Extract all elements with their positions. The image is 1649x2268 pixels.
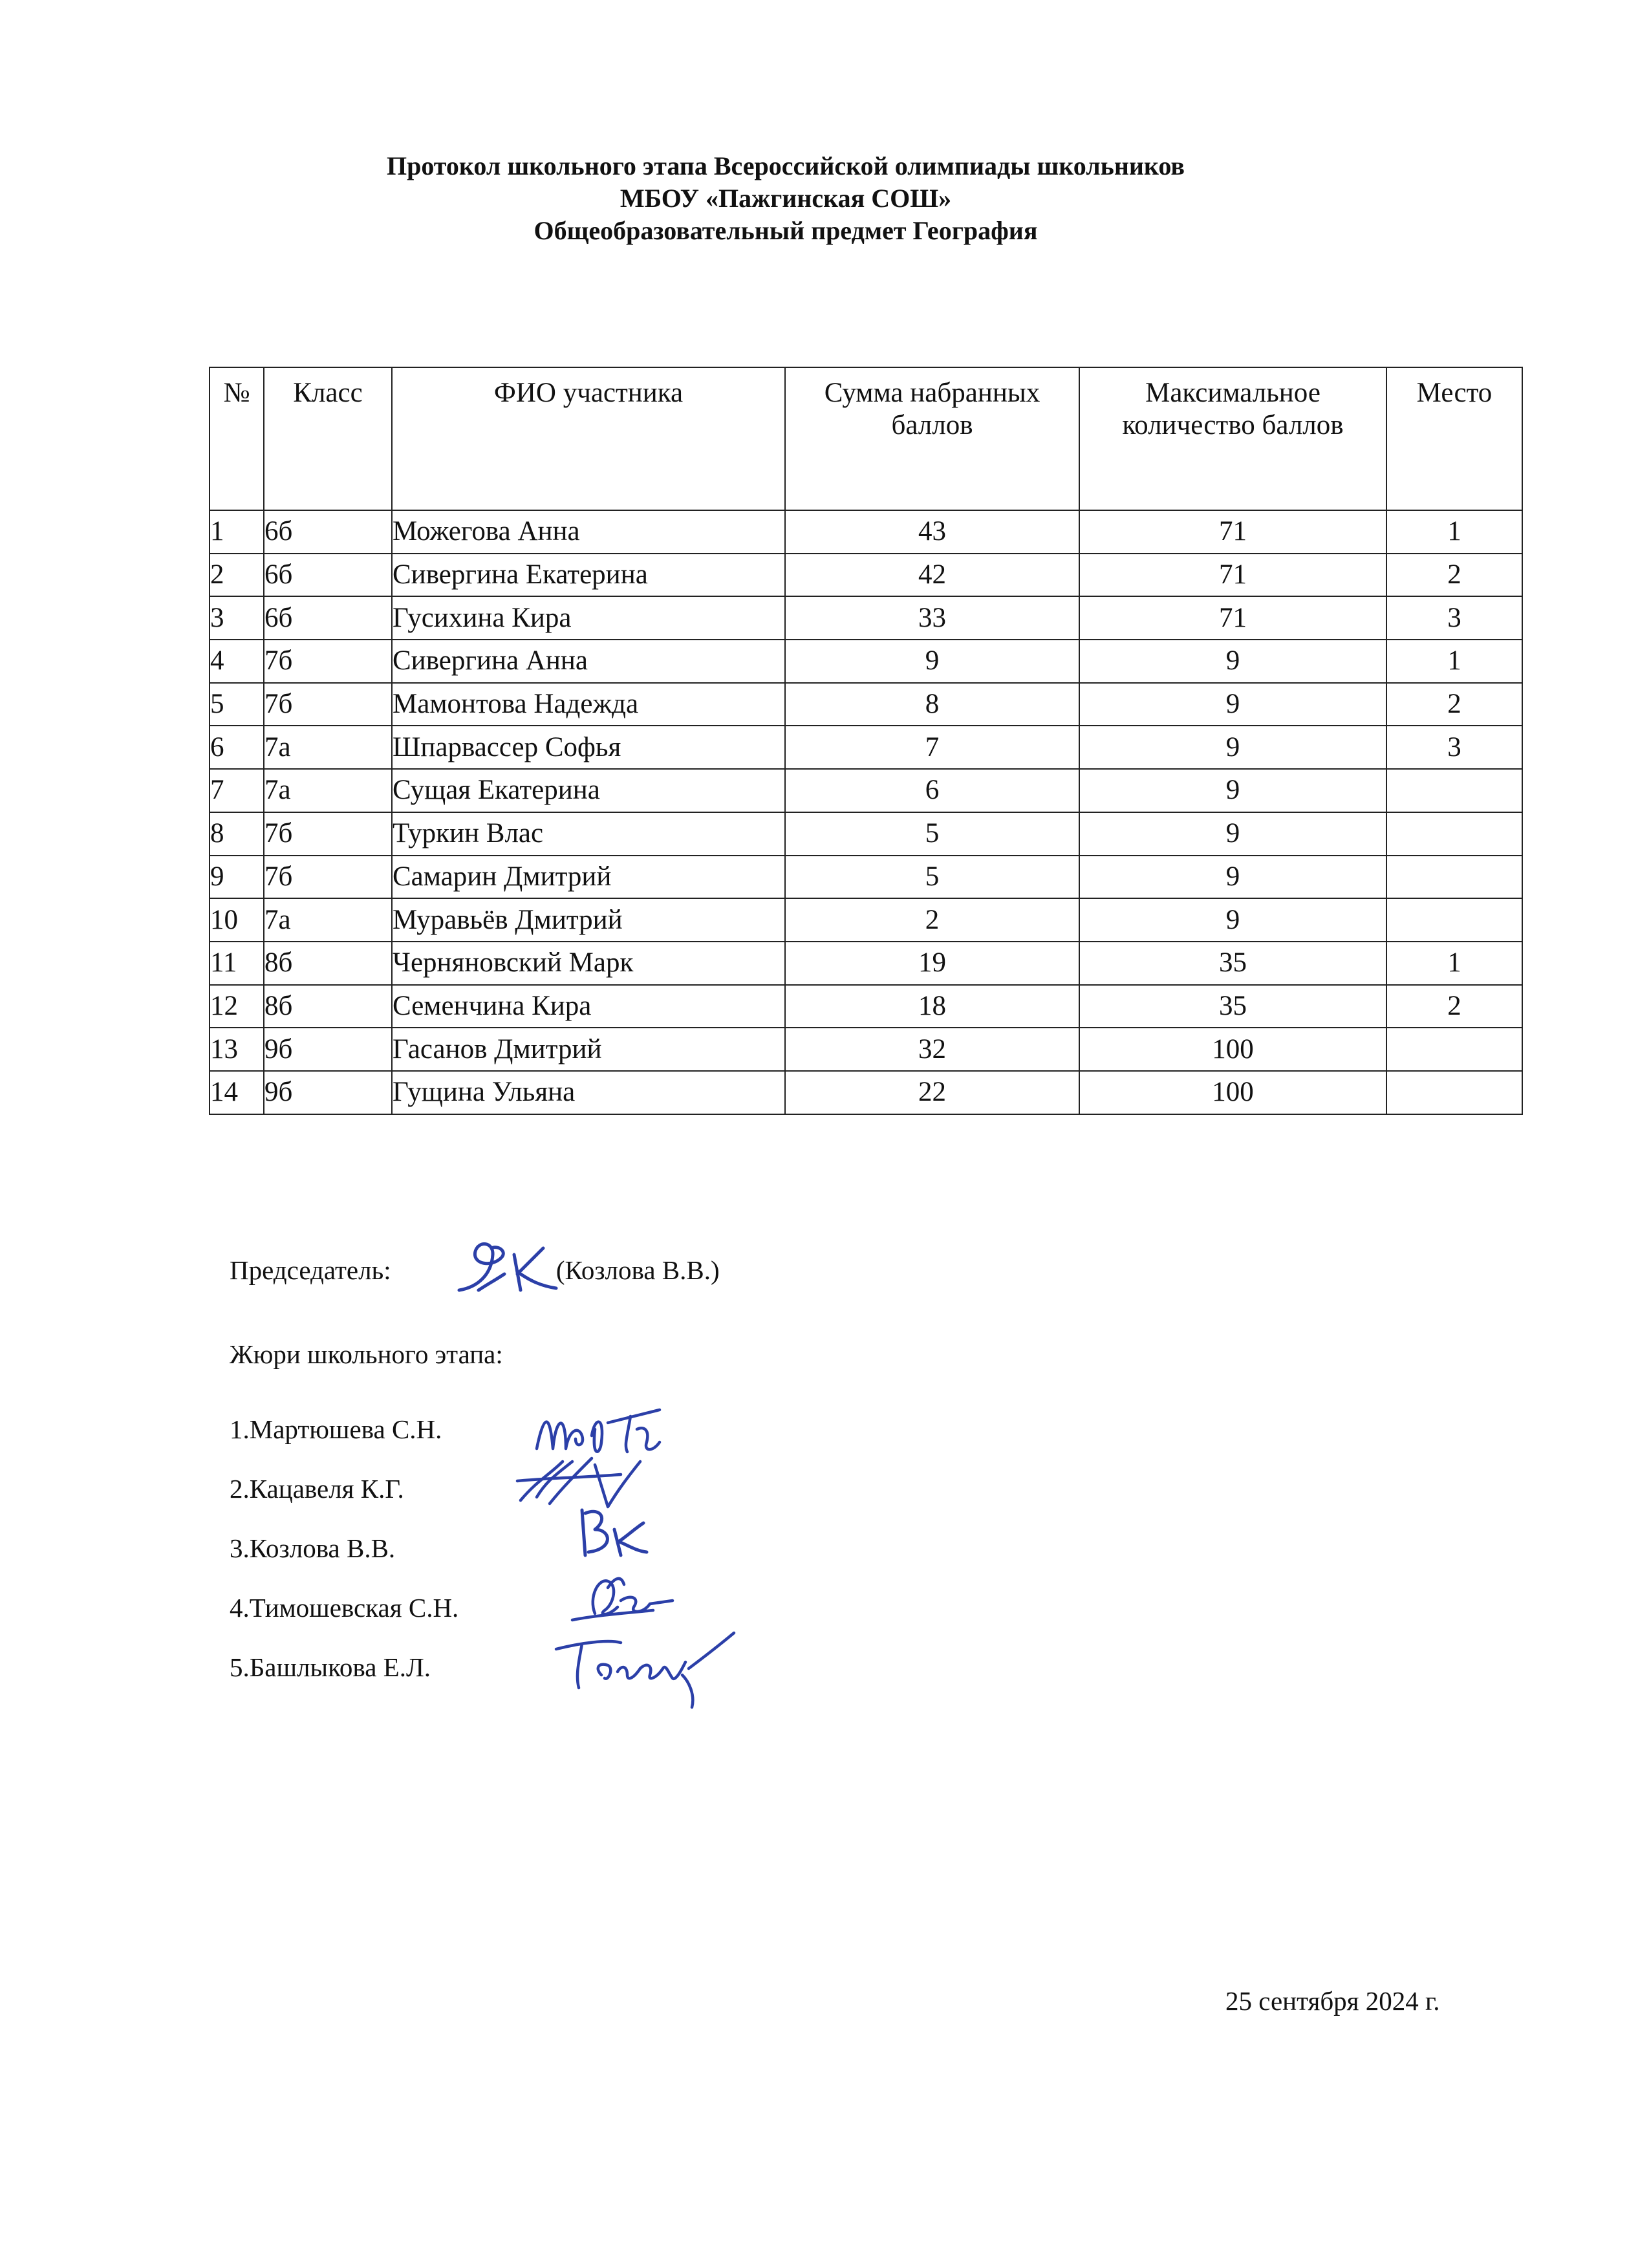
header-name: ФИО участника (392, 367, 785, 510)
cell-max: 71 (1079, 596, 1386, 640)
chairman-label: Председатель: (230, 1255, 391, 1285)
cell-num: 2 (210, 554, 264, 597)
cell-num: 8 (210, 812, 264, 856)
cell-score: 19 (785, 942, 1079, 985)
cell-name: Гасанов Дмитрий (392, 1028, 785, 1071)
cell-place: 2 (1386, 985, 1522, 1028)
cell-score: 32 (785, 1028, 1079, 1071)
cell-class: 9б (264, 1071, 392, 1114)
cell-score: 22 (785, 1071, 1079, 1114)
cell-place (1386, 812, 1522, 856)
table-row (210, 769, 1522, 812)
cell-max: 9 (1079, 683, 1386, 726)
cell-class: 7б (264, 683, 392, 726)
cell-place: 1 (1386, 510, 1522, 554)
header-score: Сумма набранных баллов (785, 367, 1079, 510)
cell-num: 14 (210, 1071, 264, 1114)
table-row (210, 1028, 1522, 1071)
jury-member: 1.Мартюшева С.Н. (230, 1414, 442, 1444)
table-row (210, 726, 1522, 769)
cell-num: 4 (210, 640, 264, 683)
table-row (210, 554, 1522, 597)
cell-num: 13 (210, 1028, 264, 1071)
cell-name: Шпарвассер Софья (392, 726, 785, 769)
cell-max: 35 (1079, 985, 1386, 1028)
cell-num: 5 (210, 683, 264, 726)
cell-class: 7а (264, 898, 392, 942)
cell-max: 9 (1079, 898, 1386, 942)
cell-class: 7а (264, 726, 392, 769)
cell-class: 7б (264, 812, 392, 856)
cell-class: 6б (264, 554, 392, 597)
cell-score: 5 (785, 812, 1079, 856)
cell-name: Самарин Дмитрий (392, 856, 785, 899)
jury-title: Жюри школьного этапа: (230, 1339, 503, 1369)
cell-max: 100 (1079, 1071, 1386, 1114)
cell-class: 7а (264, 769, 392, 812)
cell-place: 3 (1386, 726, 1522, 769)
cell-name: Черняновский Марк (392, 942, 785, 985)
cell-place (1386, 1028, 1522, 1071)
cell-num: 11 (210, 942, 264, 985)
cell-num: 3 (210, 596, 264, 640)
table-row (210, 985, 1522, 1028)
cell-place: 1 (1386, 640, 1522, 683)
cell-max: 71 (1079, 510, 1386, 554)
cell-place (1386, 856, 1522, 899)
table-header-row (210, 367, 1522, 510)
cell-place (1386, 898, 1522, 942)
cell-score: 8 (785, 683, 1079, 726)
cell-class: 8б (264, 985, 392, 1028)
cell-name: Сивергина Екатерина (392, 554, 785, 597)
cell-place (1386, 769, 1522, 812)
table-row (210, 1071, 1522, 1114)
jury-member: 5.Башлыкова Е.Л. (230, 1652, 431, 1682)
cell-score: 6 (785, 769, 1079, 812)
table-row (210, 596, 1522, 640)
header-num: № (210, 367, 264, 510)
cell-name: Муравьёв Дмитрий (392, 898, 785, 942)
cell-num: 9 (210, 856, 264, 899)
cell-max: 9 (1079, 769, 1386, 812)
cell-max: 71 (1079, 554, 1386, 597)
jury-member: 3.Козлова В.В. (230, 1533, 396, 1563)
cell-name: Сущая Екатерина (392, 769, 785, 812)
cell-name: Туркин Влас (392, 812, 785, 856)
cell-name: Мамонтова Надежда (392, 683, 785, 726)
cell-max: 9 (1079, 812, 1386, 856)
jury-member: 4.Тимошевская С.Н. (230, 1593, 459, 1623)
header-line-2: МБОУ «Пажгинская СОШ» (620, 184, 952, 213)
cell-num: 7 (210, 769, 264, 812)
table-row (210, 510, 1522, 554)
results-table (209, 367, 1523, 1115)
table-row (210, 942, 1522, 985)
cell-place: 2 (1386, 683, 1522, 726)
cell-class: 7б (264, 856, 392, 899)
table-row (210, 898, 1522, 942)
cell-num: 1 (210, 510, 264, 554)
cell-name: Гущина Ульяна (392, 1071, 785, 1114)
cell-score: 2 (785, 898, 1079, 942)
header-class: Класс (264, 367, 392, 510)
cell-score: 33 (785, 596, 1079, 640)
cell-score: 18 (785, 985, 1079, 1028)
cell-score: 42 (785, 554, 1079, 597)
cell-score: 5 (785, 856, 1079, 899)
table-row (210, 812, 1522, 856)
header-line-3: Общеобразовательный предмет География (534, 216, 1038, 245)
cell-max: 9 (1079, 856, 1386, 899)
document-date: 25 сентября 2024 г. (1225, 1986, 1440, 2016)
table-row (210, 856, 1522, 899)
cell-name: Семенчина Кира (392, 985, 785, 1028)
cell-place: 2 (1386, 554, 1522, 597)
cell-name: Можегова Анна (392, 510, 785, 554)
cell-score: 9 (785, 640, 1079, 683)
cell-max: 35 (1079, 942, 1386, 985)
jury-member: 2.Кацавеля К.Г. (230, 1474, 404, 1504)
chairman-name: (Козлова В.В.) (555, 1255, 720, 1285)
jury-signature-5 (543, 1617, 737, 1714)
cell-num: 10 (210, 898, 264, 942)
cell-score: 7 (785, 726, 1079, 769)
cell-max: 9 (1079, 726, 1386, 769)
cell-class: 7б (264, 640, 392, 683)
document-header (194, 150, 1377, 247)
cell-max: 100 (1079, 1028, 1386, 1071)
cell-class: 6б (264, 510, 392, 554)
cell-num: 12 (210, 985, 264, 1028)
header-line-1: Протокол школьного этапа Всероссийской олимпиады школьников (386, 151, 1185, 180)
cell-score: 43 (785, 510, 1079, 554)
table-row (210, 683, 1522, 726)
cell-class: 9б (264, 1028, 392, 1071)
cell-name: Сивергина Анна (392, 640, 785, 683)
jury-list (230, 1410, 458, 1707)
jury-signature-3 (569, 1500, 653, 1565)
cell-max: 9 (1079, 640, 1386, 683)
header-max: Максимальное количество баллов (1079, 367, 1386, 510)
cell-class: 6б (264, 596, 392, 640)
cell-class: 8б (264, 942, 392, 985)
header-place: Место (1386, 367, 1522, 510)
table-row (210, 640, 1522, 683)
chairman-signature (453, 1229, 569, 1306)
cell-name: Гусихина Кира (392, 596, 785, 640)
cell-num: 6 (210, 726, 264, 769)
cell-place: 1 (1386, 942, 1522, 985)
cell-place (1386, 1071, 1522, 1114)
cell-place: 3 (1386, 596, 1522, 640)
